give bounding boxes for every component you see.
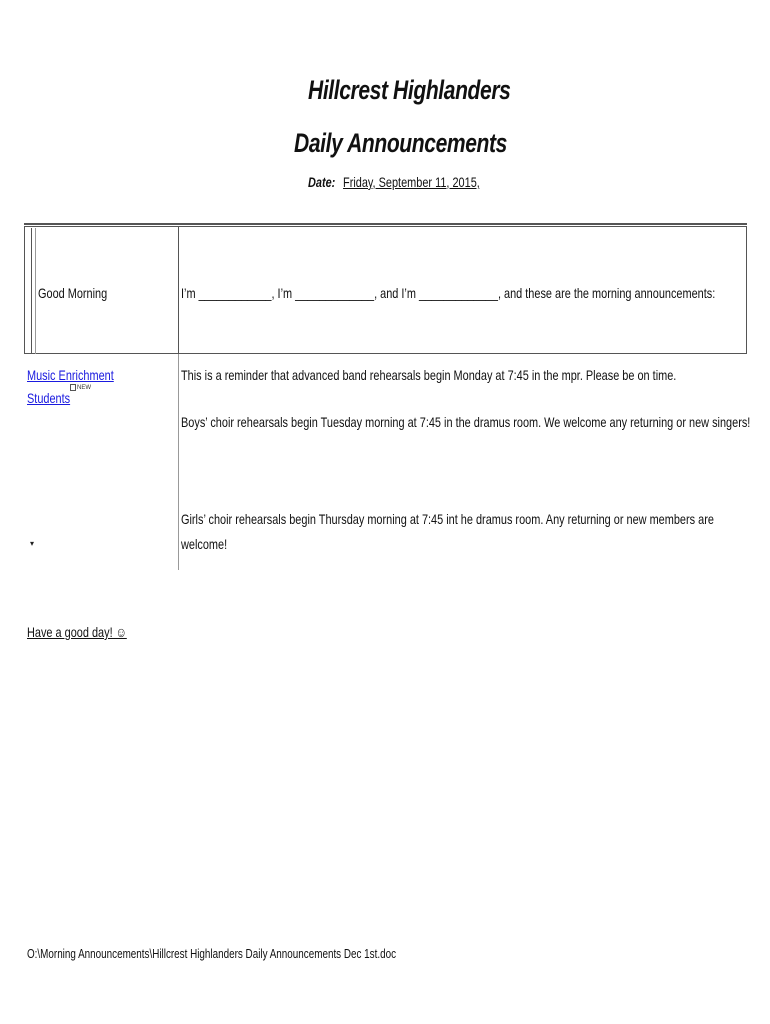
students-link[interactable]: Students (27, 390, 71, 406)
new-badge-label: NEW (77, 385, 91, 392)
announcement-girls-choir-continued: welcome! (181, 536, 228, 552)
document-subtitle: Daily Announcements (294, 128, 507, 158)
date-row (308, 172, 480, 192)
new-icon (70, 384, 76, 391)
dropdown-arrow-icon[interactable]: ▾ (30, 539, 35, 548)
date-label: Date: (308, 174, 336, 190)
music-enrichment-link[interactable]: Music Enrichment (27, 367, 114, 383)
announcement-boys-choir: Boys’ choir rehearsals begin Tuesday morning at 7:45 in the dramus room. We welcome any returning or new singers! (181, 414, 751, 430)
announcement-band: This is a reminder that advanced band rehearsals begin Monday at 7:45 in the mpr. Please be on time. (181, 367, 677, 383)
file-path-footer: O:\Morning Announcements\Hillcrest Highlanders Daily Announcements Dec 1st.doc (27, 946, 397, 961)
announcement-girls-choir: Girls’ choir rehearsals begin Thursday morning at 7:45 int he dramus room. Any returning or new members are (181, 511, 714, 527)
table-left-border-inner (35, 228, 36, 354)
new-badge (70, 384, 91, 392)
greeting-cell: Good Morning (38, 285, 108, 301)
table-top-rule (24, 223, 747, 225)
content-column-divider (178, 354, 179, 570)
date-value: Friday, September 11, 2015, (343, 174, 480, 190)
closing-message: Have a good day! ☺ (27, 624, 127, 640)
intro-script-cell: I’m ____________, I’m _____________, and I’m _____________, and these are the morning announcements: (181, 285, 716, 301)
document-title: Hillcrest Highlanders (308, 75, 511, 105)
table-left-border (31, 228, 32, 354)
table-column-divider (178, 226, 179, 354)
